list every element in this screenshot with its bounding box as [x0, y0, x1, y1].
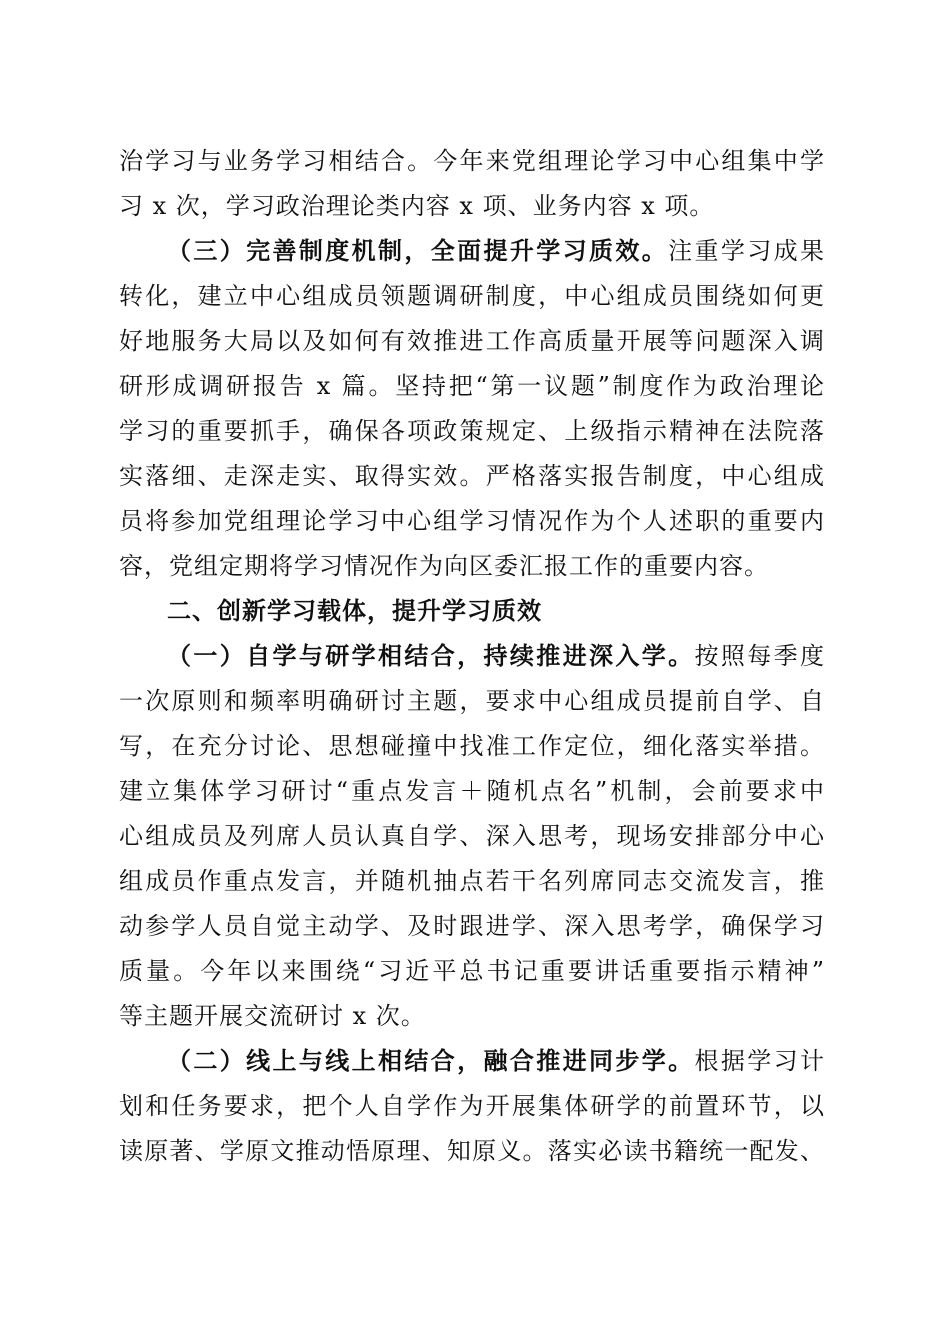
paragraph-line: 一次原则和频率明确研讨主题，要求中心组成员提前自学、自: [119, 687, 825, 715]
paragraph-text: 按照每季度: [694, 642, 825, 670]
subheading-3: （三）完善制度机制，全面提升学习质效。: [167, 236, 669, 265]
section-2-2-line: [167, 1046, 825, 1076]
paragraph-line: 治学习与业务学习相结合。今年来党组理论学习中心组集中学: [119, 147, 825, 175]
paragraph-line: 员将参加党组理论学习中心组学习情况作为个人述职的重要内: [119, 507, 825, 535]
paragraph-line: 心组成员及列席人员认真自学、深入思考，现场安排部分中心: [119, 822, 825, 850]
paragraph-line: 质量。今年以来围绕“习近平总书记重要讲话重要指示精神”: [119, 957, 825, 985]
subheading-2: （二）线上与线上相结合，融合推进同步学。: [167, 1046, 695, 1075]
paragraph-line: 划和任务要求，把个人自学作为开展集体研学的前置环节，以: [119, 1092, 825, 1120]
section-3-line: [167, 236, 825, 266]
paragraph-line: 习 x 次，学习政治理论类内容 x 项、业务内容 x 项。: [119, 192, 715, 220]
paragraph-line: 读原著、学原文推动悟原理、知原义。落实必读书籍统一配发、: [119, 1137, 825, 1165]
paragraph-line: 实落细、走深走实、取得实效。严格落实报告制度，中心组成: [119, 462, 825, 490]
section-2-1-line: [167, 641, 825, 671]
section-heading-2: 二、创新学习载体，提升学习质效: [167, 597, 542, 625]
paragraph-line: 建立集体学习研讨“重点发言＋随机点名”机制，会前要求中: [119, 777, 825, 805]
paragraph-line: 好地服务大局以及如何有效推进工作高质量开展等问题深入调: [119, 327, 825, 355]
paragraph-line: 组成员作重点发言，并随机抽点若干名列席同志交流发言，推: [119, 867, 825, 895]
paragraph-text: 根据学习计: [694, 1047, 825, 1075]
paragraph-text: 注重学习成果: [668, 237, 825, 265]
paragraph-line: 写，在充分讨论、思想碰撞中找准工作定位，细化落实举措。: [119, 732, 825, 760]
paragraph-line: 转化，建立中心组成员领题调研制度，中心组成员围绕如何更: [119, 282, 825, 310]
paragraph-line: 等主题开展交流研讨 x 次。: [119, 1002, 426, 1030]
paragraph-line: 容，党组定期将学习情况作为向区委汇报工作的重要内容。: [119, 552, 769, 580]
paragraph-line: 动参学人员自觉主动学、及时跟进学、深入思考学，确保学习: [119, 912, 825, 940]
subheading-1: （一）自学与研学相结合，持续推进深入学。: [167, 641, 695, 670]
paragraph-line: 研形成调研报告 x 篇。坚持把“第一议题”制度作为政治理论: [119, 372, 825, 400]
paragraph-line: 学习的重要抓手，确保各项政策规定、上级指示精神在法院落: [119, 417, 825, 445]
